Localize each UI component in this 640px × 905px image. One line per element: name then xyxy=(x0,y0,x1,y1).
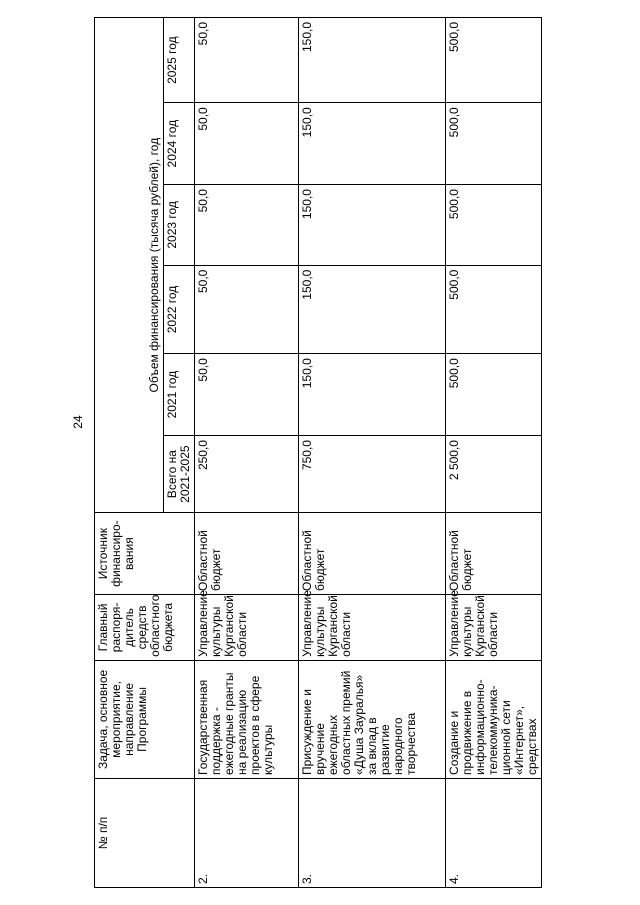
row-num: 3. xyxy=(299,778,446,887)
row-2022: 150,0 xyxy=(299,265,446,354)
table-row xyxy=(195,18,299,888)
row-task: Создание и продвижение в информационно-телекоммуника-ционной сети «Интернет», средствах xyxy=(446,660,542,778)
header-col-task: Задача, основное мероприятие, направление Программы xyxy=(95,660,195,778)
row-source: Областной бюджет xyxy=(195,513,299,595)
table-row xyxy=(299,18,446,888)
header-row-top xyxy=(95,18,164,888)
page-number: 24 xyxy=(71,415,85,429)
header-col-num: № п/п xyxy=(95,778,195,887)
row-2021: 150,0 xyxy=(299,354,446,436)
row-total: 750,0 xyxy=(299,436,446,513)
rotated-table-container xyxy=(94,17,539,888)
row-manager: Управление культуры Курганской области xyxy=(446,595,542,661)
row-task: Государственная поддержка - ежегодные гранты на реализацию проектов в сфере культуры xyxy=(195,660,299,778)
row-manager: Управление культуры Курганской области xyxy=(195,595,299,661)
row-2023: 150,0 xyxy=(299,185,446,266)
row-2024: 150,0 xyxy=(299,103,446,185)
row-2021: 50,0 xyxy=(195,354,299,436)
row-2022: 50,0 xyxy=(195,265,299,354)
financing-table xyxy=(94,17,542,888)
row-num: 2. xyxy=(195,778,299,887)
row-source: Областной бюджет xyxy=(446,513,542,595)
row-task: Присуждение и вручение ежегодных областных премий «Душа Зауралья» за вклад в развитие народного творчества xyxy=(299,660,446,778)
header-total: Всего на 2021-2025 xyxy=(164,436,195,513)
row-2023: 50,0 xyxy=(195,185,299,266)
row-2023: 500,0 xyxy=(446,185,542,266)
row-source: Областной бюджет xyxy=(299,513,446,595)
row-2025: 150,0 xyxy=(299,18,446,103)
row-2022: 500,0 xyxy=(446,265,542,354)
header-col-volume: Объем финансирования (тысяча рублей), год xyxy=(95,18,164,513)
row-2021: 500,0 xyxy=(446,354,542,436)
header-col-manager: Главный распоря-дитель средств областного бюджета xyxy=(95,595,195,661)
header-col-source: Источник финансиро-вания xyxy=(95,513,195,595)
row-2025: 50,0 xyxy=(195,18,299,103)
row-num: 4. xyxy=(446,778,542,887)
table-row xyxy=(446,18,542,888)
row-2025: 500,0 xyxy=(446,18,542,103)
header-2023: 2023 год xyxy=(164,185,195,266)
header-2024: 2024 год xyxy=(164,103,195,185)
header-2021: 2021 год xyxy=(164,354,195,436)
header-2025: 2025 год xyxy=(164,18,195,103)
row-manager: Управление культуры Курганской области xyxy=(299,595,446,661)
row-2024: 50,0 xyxy=(195,103,299,185)
row-total: 2 500,0 xyxy=(446,436,542,513)
row-2024: 500,0 xyxy=(446,103,542,185)
header-2022: 2022 год xyxy=(164,265,195,354)
row-total: 250,0 xyxy=(195,436,299,513)
